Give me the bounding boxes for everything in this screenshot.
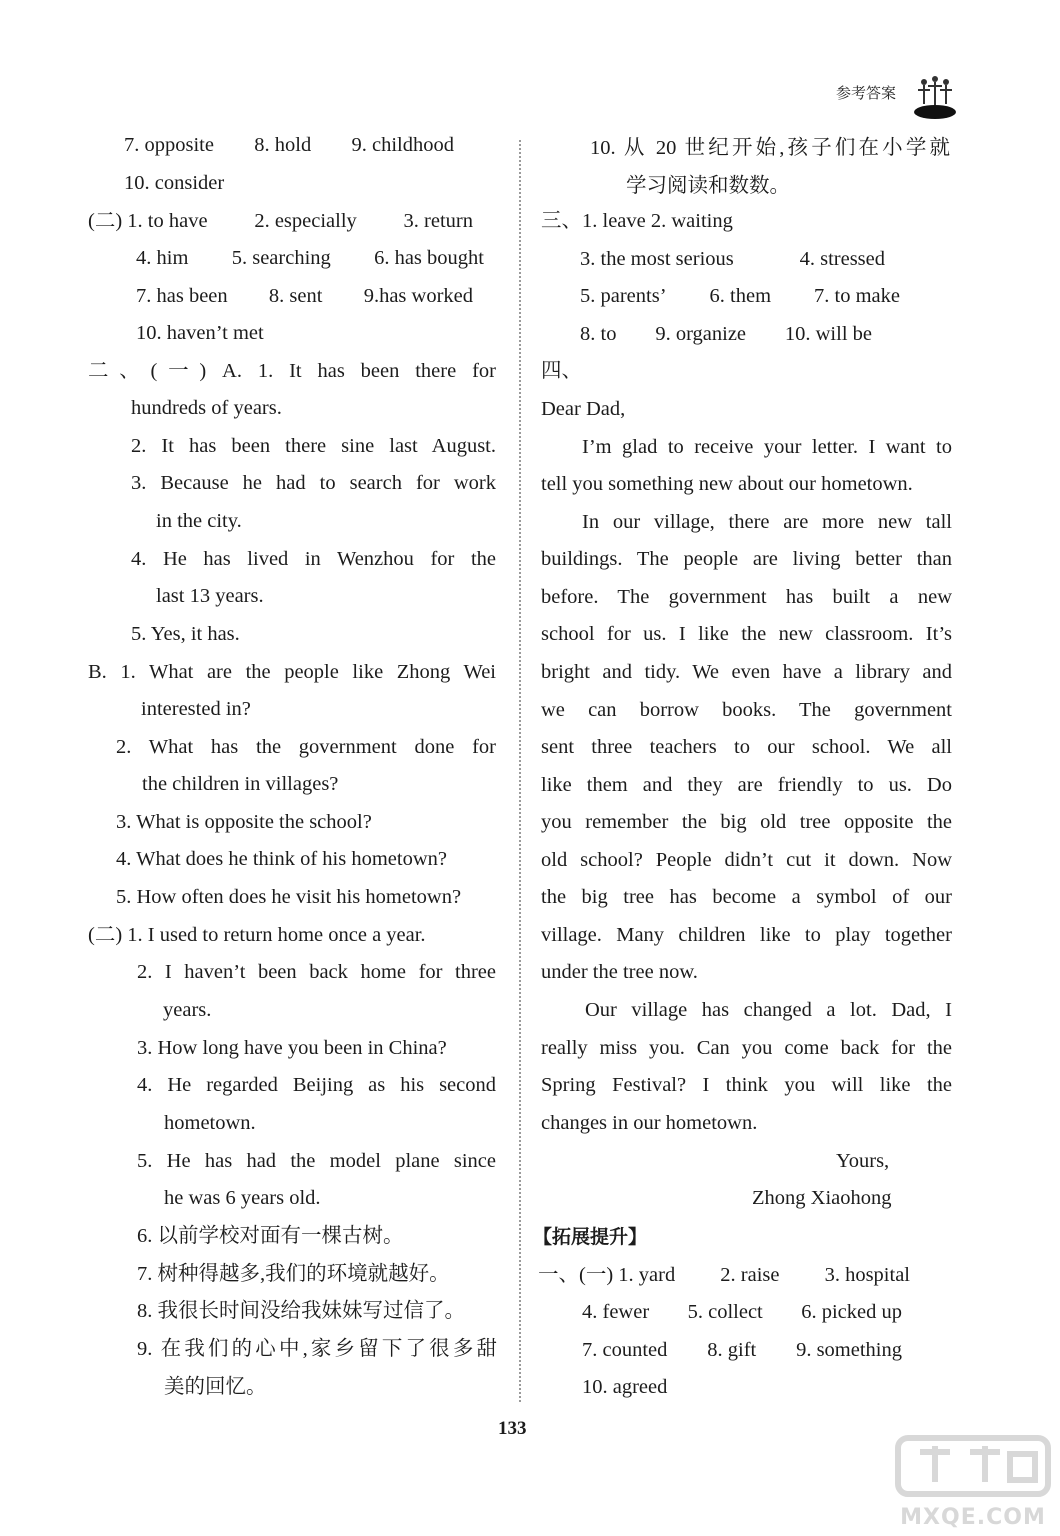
- answer-item: 4. him: [136, 247, 189, 269]
- answer-item: 8. sent: [268, 285, 323, 307]
- answer-item: 10. will be: [784, 323, 872, 345]
- letter-salutation: Dear Dad,: [541, 398, 626, 420]
- answer-line: 3. How long have you been in China?: [137, 1037, 447, 1059]
- answer-line: 二、(一) A. 1. It has been there for: [88, 360, 496, 382]
- answer-item: 4. stressed: [799, 248, 885, 270]
- answer-line: 5. Yes, it has.: [131, 623, 240, 645]
- answer-item: 5. searching: [231, 247, 331, 269]
- letter-line: under the tree now.: [541, 961, 698, 983]
- answer-line: [124, 130, 454, 160]
- answer-line: he was 6 years old.: [164, 1187, 321, 1209]
- letter-signature: Zhong Xiaohong: [752, 1187, 892, 1209]
- letter-line: really miss you. Can you come back for the: [541, 1037, 952, 1059]
- answer-item: 8. to: [580, 323, 617, 345]
- people-logo-icon: [912, 72, 958, 120]
- answer-item: 2. raise: [720, 1264, 780, 1286]
- letter-line: school for us. I like the new classroom. It’s: [541, 623, 952, 645]
- letter-line: In our village, there are more new tall: [582, 511, 952, 533]
- answer-item: 3. the most serious: [580, 248, 734, 270]
- answer-line: last 13 years.: [156, 585, 264, 607]
- letter-line: buildings. The people are living better than: [541, 548, 952, 570]
- answer-item: (二) 1. to have: [88, 210, 208, 232]
- letter-line: we can borrow books. The government: [541, 699, 952, 721]
- answer-item: 4. fewer: [582, 1301, 650, 1323]
- answer-item: 5. parents’: [580, 285, 667, 307]
- answer-line: B. 1. What are the people like Zhong Wei: [88, 661, 496, 683]
- letter-line: the big tree has become a symbol of our: [541, 886, 952, 908]
- answer-item: 8. hold: [254, 134, 312, 156]
- letter-line: you remember the big old tree opposite the: [541, 811, 952, 833]
- answer-item: 5. collect: [687, 1301, 763, 1323]
- answer-line: 4. He has lived in Wenzhou for the: [131, 548, 496, 570]
- answer-line: [580, 319, 872, 349]
- letter-line: tell you something new about our hometown.: [541, 473, 913, 495]
- column-divider: [519, 140, 521, 1402]
- answer-line: 3. Because he had to search for work: [131, 472, 496, 494]
- answer-line: 2. What has the government done for: [116, 736, 496, 758]
- answer-item: 9.has worked: [363, 285, 473, 307]
- answer-line: 10. haven’t met: [136, 322, 264, 344]
- letter-line: like them and they are friendly to us. Do: [541, 774, 952, 796]
- answer-line: [136, 281, 473, 311]
- answer-line: [582, 1335, 902, 1365]
- section-heading: 【拓展提升】: [533, 1226, 648, 1248]
- answer-item: 9. childhood: [351, 134, 454, 156]
- answer-line: 7. 树种得越多,我们的环境就越好。: [137, 1263, 450, 1285]
- answer-line: [538, 1260, 910, 1290]
- answer-item: 3. hospital: [824, 1264, 910, 1286]
- answer-item: 7. opposite: [124, 134, 214, 156]
- answer-line: 学习阅读和数数。: [626, 175, 790, 197]
- answer-item: 6. picked up: [801, 1301, 902, 1323]
- answer-line: 4. What does he think of his hometown?: [116, 848, 447, 870]
- answer-line: 2. I haven’t been back home for three: [137, 961, 496, 983]
- answer-line: 四、: [541, 360, 582, 382]
- answer-line: 美的回忆。: [164, 1376, 267, 1398]
- answer-item: 6. them: [709, 285, 772, 307]
- answer-item: 9. organize: [655, 323, 747, 345]
- answer-line: 5. How often does he visit his hometown?: [116, 886, 462, 908]
- answer-item: 7. counted: [582, 1339, 668, 1361]
- watermark-logo: [890, 1432, 1056, 1532]
- answer-line: 三、1. leave 2. waiting: [541, 210, 733, 232]
- answer-line: [580, 281, 900, 311]
- answer-line: hundreds of years.: [131, 397, 282, 419]
- answer-line: 5. He has had the model plane since: [137, 1150, 496, 1172]
- letter-line: before. The government has built a new: [541, 586, 952, 608]
- page-header-title: 参考答案: [836, 84, 897, 102]
- answer-line: 4. He regarded Beijing as his second: [137, 1074, 496, 1096]
- letter-line: old school? People didn’t cut it down. Now: [541, 849, 952, 871]
- answer-item: 6. has bought: [374, 247, 484, 269]
- answer-line: 8. 我很长时间没给我妹妹写过信了。: [137, 1300, 465, 1322]
- letter-line: bright and tidy. We even have a library and: [541, 661, 952, 683]
- answer-line: in the city.: [156, 510, 242, 532]
- watermark-text: MXQE.COM: [900, 1505, 1046, 1530]
- answer-line: 3. What is opposite the school?: [116, 811, 372, 833]
- letter-line: sent three teachers to our school. We all: [541, 736, 952, 758]
- letter-line: changes in our hometown.: [541, 1112, 758, 1134]
- answer-line: 2. It has been there sine last August.: [131, 435, 496, 457]
- answer-line: [582, 1297, 902, 1327]
- letter-line: village. Many children like to play together: [541, 924, 952, 946]
- answer-item: 一、(一) 1. yard: [538, 1264, 676, 1286]
- letter-line: Spring Festival? I think you will like the: [541, 1074, 952, 1096]
- answer-item: 7. has been: [136, 285, 228, 307]
- letter-line: Our village has changed a lot. Dad, I: [585, 999, 952, 1021]
- answer-line: [88, 206, 473, 236]
- letter-line: I’m glad to receive your letter. I want to: [582, 436, 952, 458]
- answer-line: 6. 以前学校对面有一棵古树。: [137, 1225, 404, 1247]
- answer-line: 10. consider: [124, 172, 225, 194]
- answer-line: the children in villages?: [142, 773, 339, 795]
- answer-line: [136, 243, 484, 273]
- answer-line: (二) 1. I used to return home once a year.: [88, 924, 426, 946]
- answer-item: 8. gift: [707, 1339, 757, 1361]
- answer-item: 3. return: [403, 210, 473, 232]
- answer-line: 10. agreed: [582, 1376, 668, 1398]
- letter-closing: Yours,: [836, 1150, 890, 1172]
- answer-line: years.: [163, 999, 212, 1021]
- answer-line: interested in?: [141, 698, 251, 720]
- answer-item: 2. especially: [254, 210, 357, 232]
- answer-item: 9. something: [796, 1339, 902, 1361]
- answer-line: 10. 从 20 世纪开始,孩子们在小学就: [590, 137, 950, 159]
- page-number: 133: [498, 1418, 527, 1439]
- answer-line: 9. 在我们的心中,家乡留下了很多甜: [137, 1338, 497, 1360]
- answer-item: 7. to make: [814, 285, 900, 307]
- answer-line: hometown.: [164, 1112, 256, 1134]
- answer-line: [580, 244, 885, 274]
